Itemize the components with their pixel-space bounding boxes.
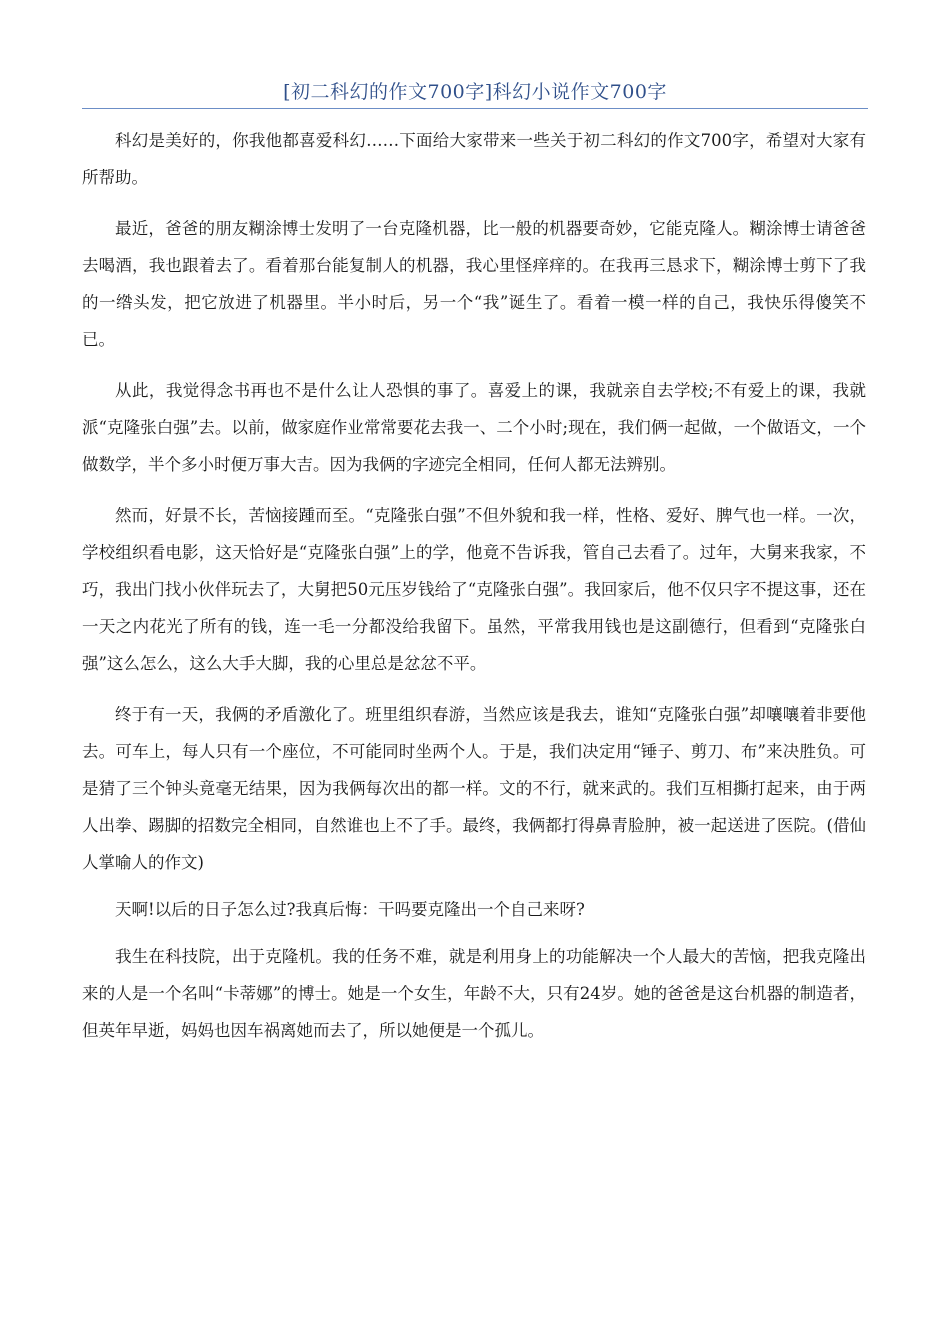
paragraph-school-life: 从此，我觉得念书再也不是什么让人恐惧的事了。喜爱上的课，我就亲自去学校;不有爱上的课，我就派“克隆张白强”去。以前，做家庭作业常常要花去我一、二个小时;现在，我们俩一起做，一个做语文，一个做数学，半个多小时便万事大吉。因为我俩的字迹完全相同，任何人都无法辨别。 xyxy=(82,381,866,474)
paragraph-regret: 天啊!以后的日子怎么过?我真后悔：干吗要克隆出一个自己来呀? xyxy=(115,900,585,919)
paragraph-clone-machine: 最近，爸爸的朋友糊涂博士发明了一台克隆机器，比一般的机器要奇妙，它能克隆人。糊涂博士请爸爸去喝酒，我也跟着去了。看着那台能复制人的机器，我心里怪痒痒的。在我再三恳求下，糊涂博士剪下了我的一绺头发，把它放进了机器里。半小时后，另一个“我”诞生了。看着一模一样的自己，我快乐得傻笑不已。 xyxy=(82,219,866,349)
document-body xyxy=(82,122,866,1063)
document-title: [初二科幻的作文700字]科幻小说作文700字 xyxy=(283,81,667,103)
paragraph-second-story: 我生在科技院，出于克隆机。我的任务不难，就是利用身上的功能解决一个人最大的苦恼，把我克隆出来的人是一个名叫“卡蒂娜”的博士。她是一个女生，年龄不大，只有24岁。她的爸爸是这台机器的制造者，但英年早逝，妈妈也因车祸离她而去了，所以她便是一个孤儿。 xyxy=(82,947,866,1040)
title-underline xyxy=(82,108,868,109)
paragraph-intro: 科幻是美好的，你我他都喜爱科幻……下面给大家带来一些关于初二科幻的作文700字，希望对大家有所帮助。 xyxy=(82,131,866,187)
paragraph-troubles: 然而，好景不长，苦恼接踵而至。“克隆张白强”不但外貌和我一样，性格、爱好、脾气也一样。一次，学校组织看电影，这天恰好是“克隆张白强”上的学，他竟不告诉我，管自己去看了。过年，大舅来我家，不巧，我出门找小伙伴玩去了，大舅把50元压岁钱给了“克隆张白强”。我回家后，他不仅只字不提这事，还在一天之内花光了所有的钱，连一毛一分都没给我留下。虽然，平常我用钱也是这副德行，但看到“克隆张白强”这么怎么，这么大手大脚，我的心里总是忿忿不平。 xyxy=(82,506,866,673)
paragraph-conflict: 终于有一天，我俩的矛盾激化了。班里组织春游，当然应该是我去，谁知“克隆张白强”却嚷嚷着非要他去。可车上，每人只有一个座位，不可能同时坐两个人。于是，我们决定用“锤子、剪刀、布”来决胜负。可是猜了三个钟头竟毫无结果，因为我俩每次出的都一样。文的不行，就来武的。我们互相撕打起来，由于两人出拳、踢脚的招数完全相同，自然谁也上不了手。最终，我俩都打得鼻青脸肿，被一起送进了医院。(借仙人掌喻人的作文) xyxy=(82,705,866,872)
